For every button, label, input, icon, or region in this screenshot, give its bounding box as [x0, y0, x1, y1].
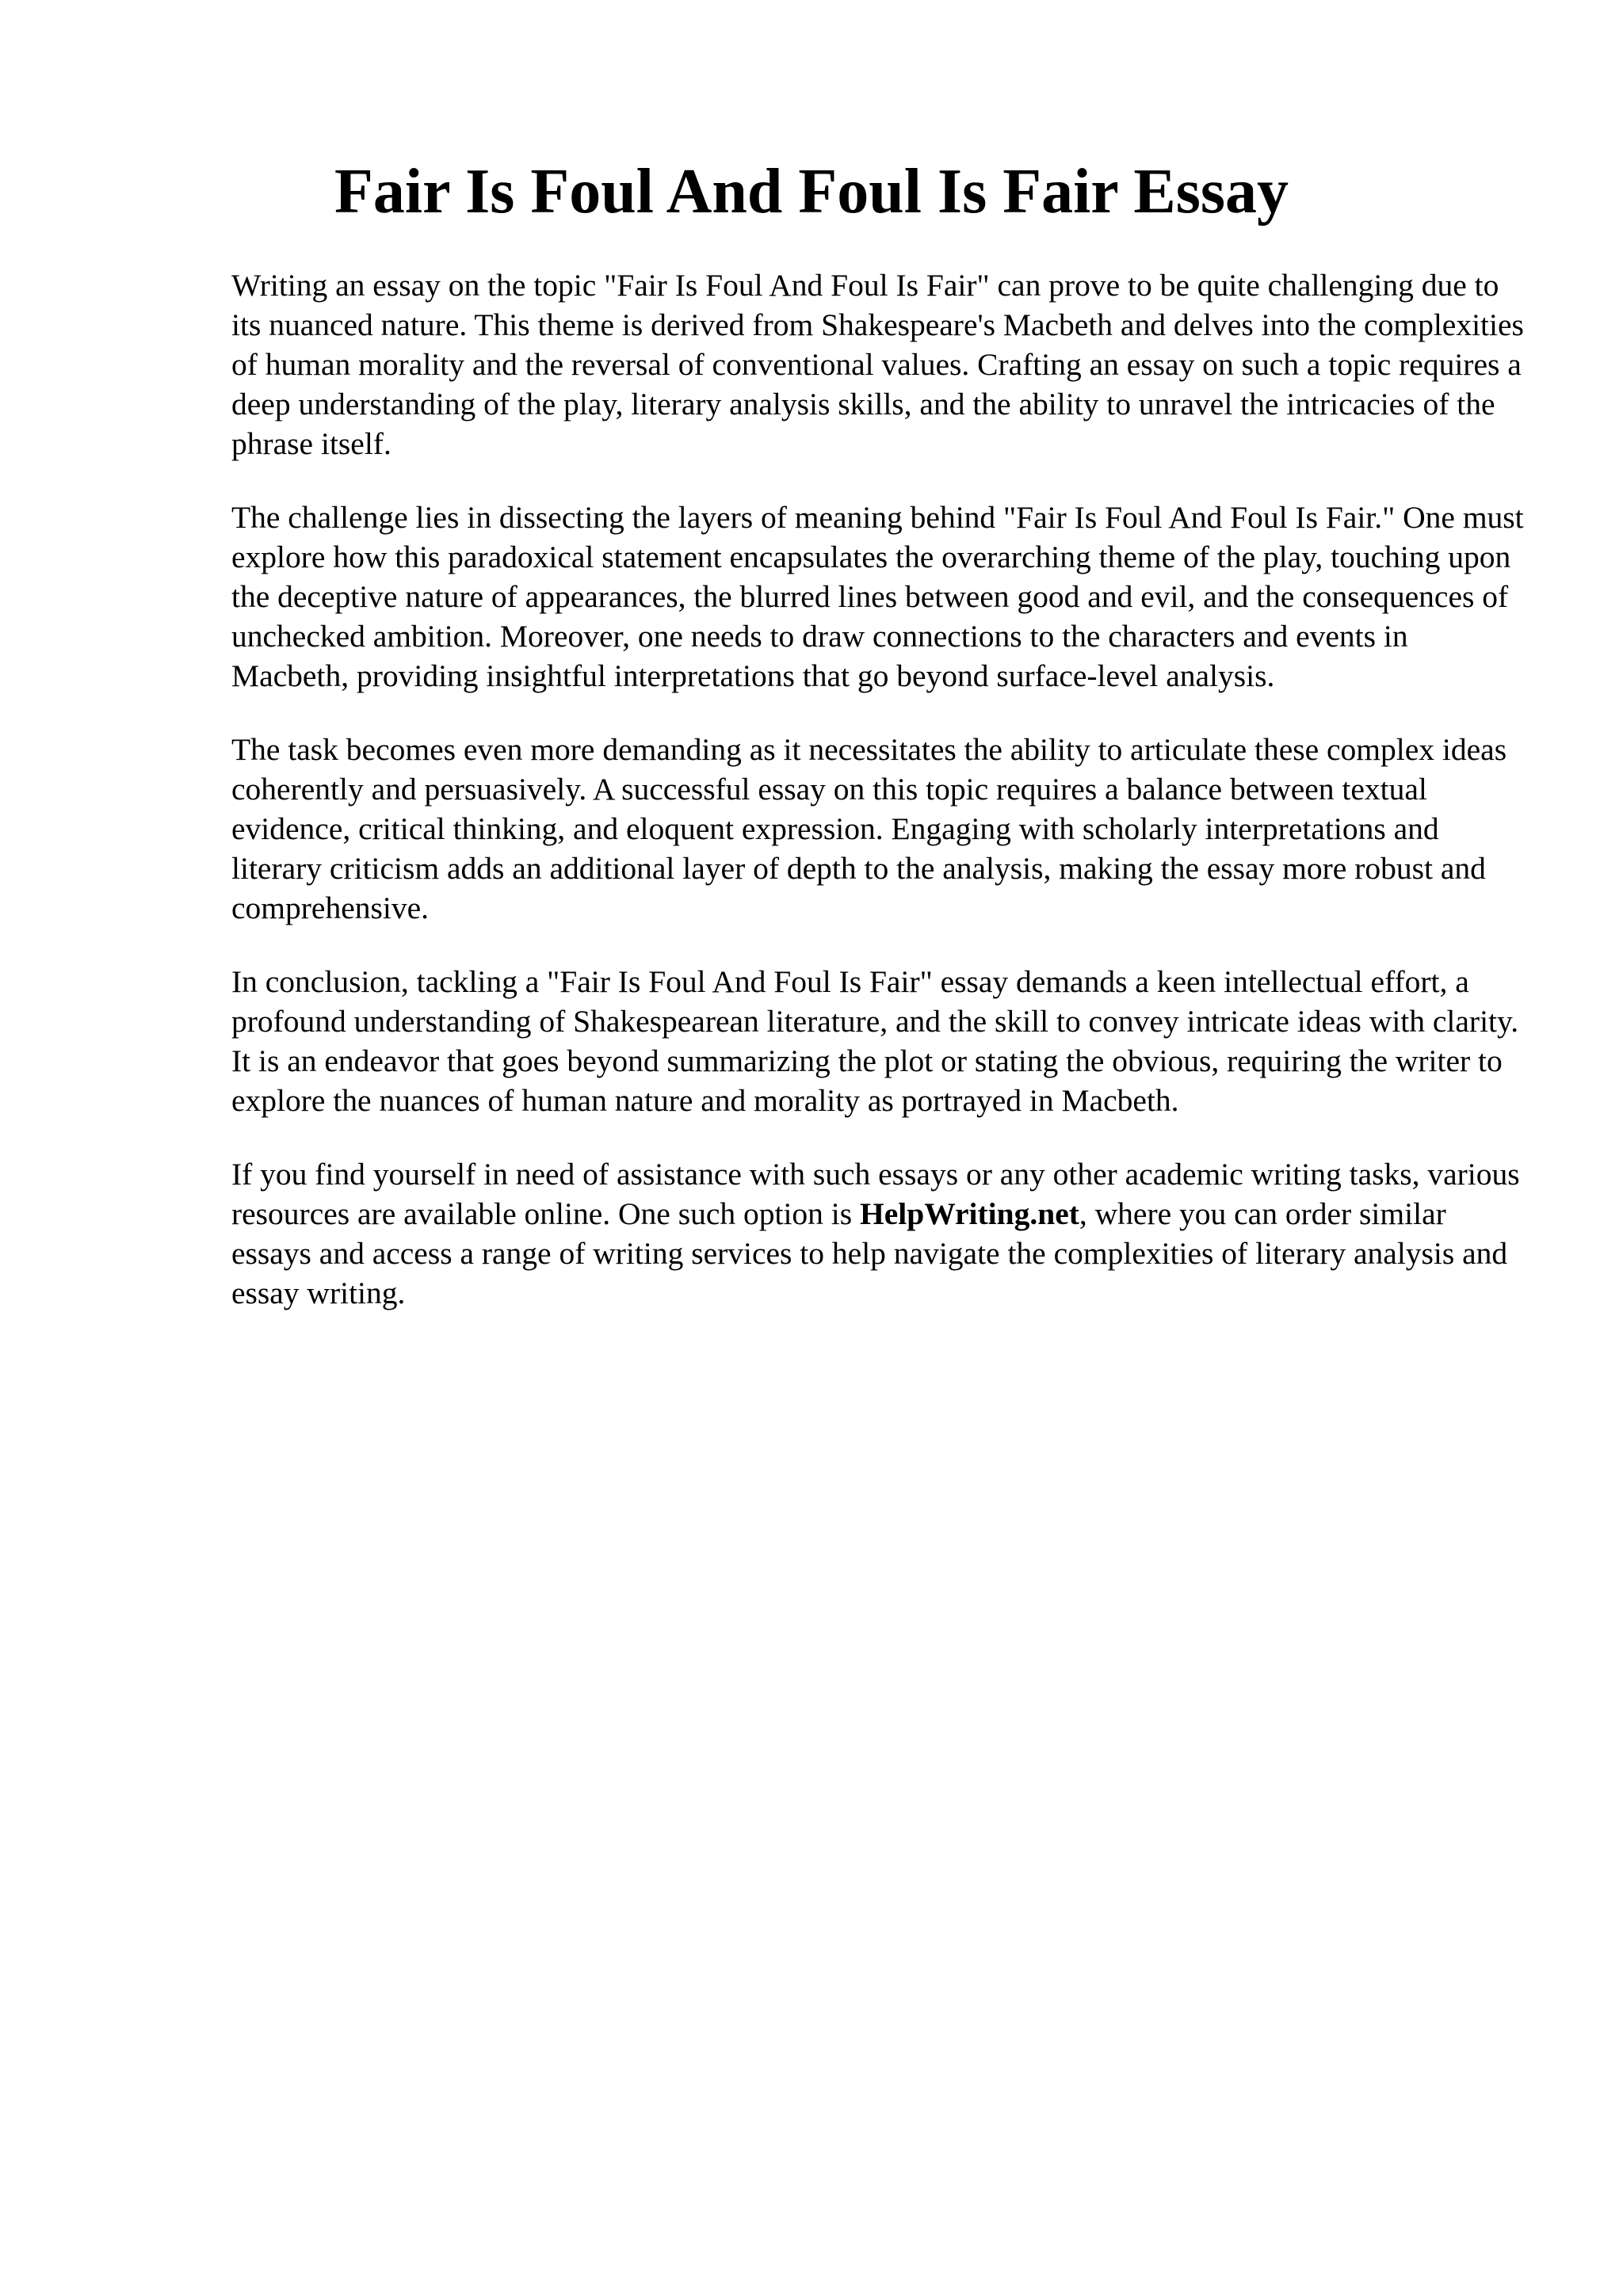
- paragraph-challenge: The challenge lies in dissecting the layers of meaning behind "Fair Is Foul And Foul Is Fair." One must explore how this paradoxical statement encapsulates the overarching theme of the play, touching upon the deceptive nature of appearances, the blurred lines between good and evil, and the consequences of unchecked ambition. Moreover, one needs to draw connections to the characters and events in Macbeth, providing insightful interpretations that go beyond surface-level analysis.: [231, 500, 1524, 693]
- document-body: [231, 265, 1531, 1347]
- document-title: Fair Is Foul And Foul Is Fair Essay: [334, 157, 1289, 227]
- assistance-text-after: , where you can order similar essays and access a range of writing services to help navigate the complexities of literary analysis and essay writing.: [231, 1196, 1508, 1310]
- paragraph-assistance: [231, 1154, 1531, 1313]
- brand-name: HelpWriting.net: [860, 1196, 1079, 1231]
- paragraph-conclusion: In conclusion, tackling a "Fair Is Foul And Foul Is Fair" essay demands a keen intellectual effort, a profound understanding of Shakespearean literature, and the skill to convey intricate ideas with clarity. It is an endeavor that goes beyond summarizing the plot or stating the obvious, requiring the writer to explore the nuances of human nature and morality as portrayed in Macbeth.: [231, 964, 1519, 1118]
- assistance-text-before: If you find yourself in need of assistance with such essays or any other academic writing tasks, various resources are available online. One such option is: [231, 1157, 1520, 1231]
- paragraph-intro: Writing an essay on the topic "Fair Is Foul And Foul Is Fair" can prove to be quite challenging due to its nuanced nature. This theme is derived from Shakespeare's Macbeth and delves into the complexities of human morality and the reversal of conventional values. Crafting an essay on such a topic requires a deep understanding of the play, literary analysis skills, and the ability to unravel the intricacies of the phrase itself.: [231, 268, 1524, 461]
- paragraph-task: The task becomes even more demanding as it necessitates the ability to articulate these complex ideas coherently and persuasively. A successful essay on this topic requires a balance between textual evidence, critical thinking, and eloquent expression. Engaging with scholarly interpretations and literary criticism adds an additional layer of depth to the analysis, making the essay more robust and comprehensive.: [231, 732, 1507, 925]
